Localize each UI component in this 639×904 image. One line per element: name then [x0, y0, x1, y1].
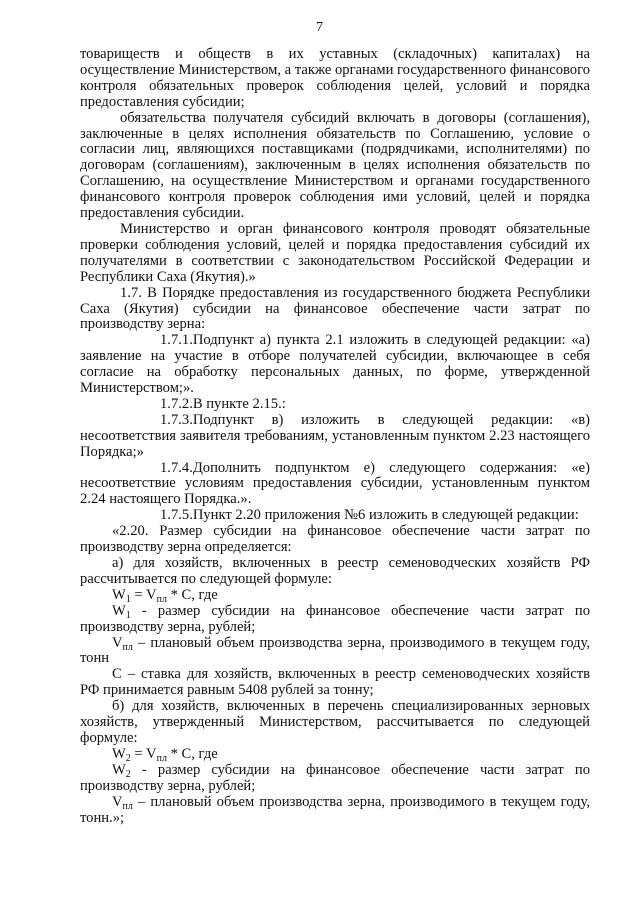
item-number: 1.7.3. — [160, 411, 193, 428]
item-text: Дополнить подпунктом е) следующего содержания: «е) несоответствие условиям предоставления субсидии, установленным пунктом 2.24 настоящего Порядка.». — [80, 459, 590, 508]
formula-text: * С, где — [166, 586, 218, 603]
formula-symbol: V — [112, 634, 123, 651]
paragraph — [80, 333, 590, 397]
paragraph — [80, 508, 590, 524]
paragraph: товариществ и обществ в их уставных (складочных) капиталах) на осуществление Министерством, а также органами государственного финансового контроля обязательных проверок соблюдения целей, условий и порядка предоставления субсидии; — [80, 46, 590, 110]
paragraph: Министерство и орган финансового контроля проводят обязательные проверки соблюдения условий, целей и порядка предоставления субсидий их получателями в соответствии с законодательством Российской Федерации и Республики Саха (Якутия).» — [80, 220, 590, 285]
definition — [80, 763, 590, 795]
formula-subscript: пл — [156, 593, 167, 605]
paragraph: С – ставка для хозяйств, включенных в реестр семеноводческих хозяйств РФ принимается равным 5408 рублей за тонну; — [80, 666, 590, 699]
definition-text: - размер субсидии на финансовое обеспечение части затрат по производству зерна, рублей; — [80, 602, 590, 635]
item-number: 1.7.1. — [160, 332, 193, 349]
formula-subscript: 1 — [125, 609, 131, 621]
formula-symbol: W — [112, 602, 126, 619]
item-number: 1.7.2. — [160, 395, 193, 412]
formula-subscript: 2 — [125, 768, 131, 780]
definition-text: - размер субсидии на финансовое обеспечение части затрат по производству зерна, рублей; — [80, 761, 590, 794]
paragraph — [80, 461, 590, 509]
paragraph — [80, 413, 590, 461]
formula — [80, 747, 590, 763]
formula-symbol: = V — [130, 586, 157, 603]
formula-subscript: 1 — [125, 593, 131, 605]
definition — [80, 604, 590, 636]
formula-symbol: V — [112, 793, 123, 810]
formula-symbol: W — [112, 586, 126, 603]
definition — [80, 795, 590, 827]
item-number: 1.7.5. — [160, 507, 193, 524]
paragraph: 1.7. В Порядке предоставления из государственного бюджета Республики Саха (Якутия) субсидии на финансовое обеспечение части затрат по производству зерна: — [80, 284, 590, 333]
formula-subscript: пл — [122, 800, 133, 812]
formula-symbol: = V — [130, 745, 157, 762]
paragraph: б) для хозяйств, включенных в перечень специализированных зерновых хозяйств, утвержденный Министерством, рассчитывается по следующей формуле: — [80, 698, 590, 746]
definition — [80, 636, 590, 668]
page-number: 7 — [316, 20, 323, 35]
paragraph: а) для хозяйств, включенных в реестр семеноводческих хозяйств РФ рассчитывается по следующей формуле: — [80, 555, 590, 587]
item-text: Подпункт а) пункта 2.1 изложить в следующей редакции: «а) заявление на участие в отборе получателей субсидии, включающее в себя согласие на обработку персональных данных, по форме, утвержденной Министерством;». — [80, 332, 590, 397]
item-text: Подпункт в) изложить в следующей редакции: «в) несоответствия заявителя требованиям, установленным пунктом 2.23 настоящего Порядка;» — [80, 411, 590, 460]
definition-text: – плановый объем производства зерна, производимого в текущем году, тонн.»; — [80, 793, 590, 826]
item-text: В пункте 2.15.: — [192, 395, 286, 412]
item-number: 1.7.4. — [160, 459, 193, 476]
formula-symbol: W — [112, 761, 126, 778]
formula-symbol: W — [112, 745, 126, 762]
formula-subscript: пл — [156, 752, 167, 764]
document-body — [80, 47, 590, 826]
formula-subscript: пл — [122, 641, 133, 653]
formula-text: * С, где — [166, 745, 218, 762]
formula-subscript: 2 — [125, 752, 131, 764]
item-text: Пункт 2.20 приложения №6 изложить в следующей редакции: — [192, 507, 579, 524]
paragraph — [80, 397, 590, 413]
paragraph: обязательства получателя субсидий включать в договоры (соглашения), заключенные в целях исполнения обязательств по Соглашению, условие о согласии лиц, являющихся поставщиками (подрядчиками, исполнителями) по договорам (соглашениям), заключенным в целях исполнения обязательств по Соглашению, на осуществление Министерством и органами государственного финансового контроля проверок соблюдения ими условий, целей и порядка предоставления субсидии. — [80, 109, 590, 222]
definition-text: – плановый объем производства зерна, производимого в текущем году, тонн — [80, 634, 590, 667]
paragraph: «2.20. Размер субсидии на финансовое обеспечение части затрат по производству зерна определяется: — [80, 523, 590, 556]
formula — [80, 588, 590, 604]
